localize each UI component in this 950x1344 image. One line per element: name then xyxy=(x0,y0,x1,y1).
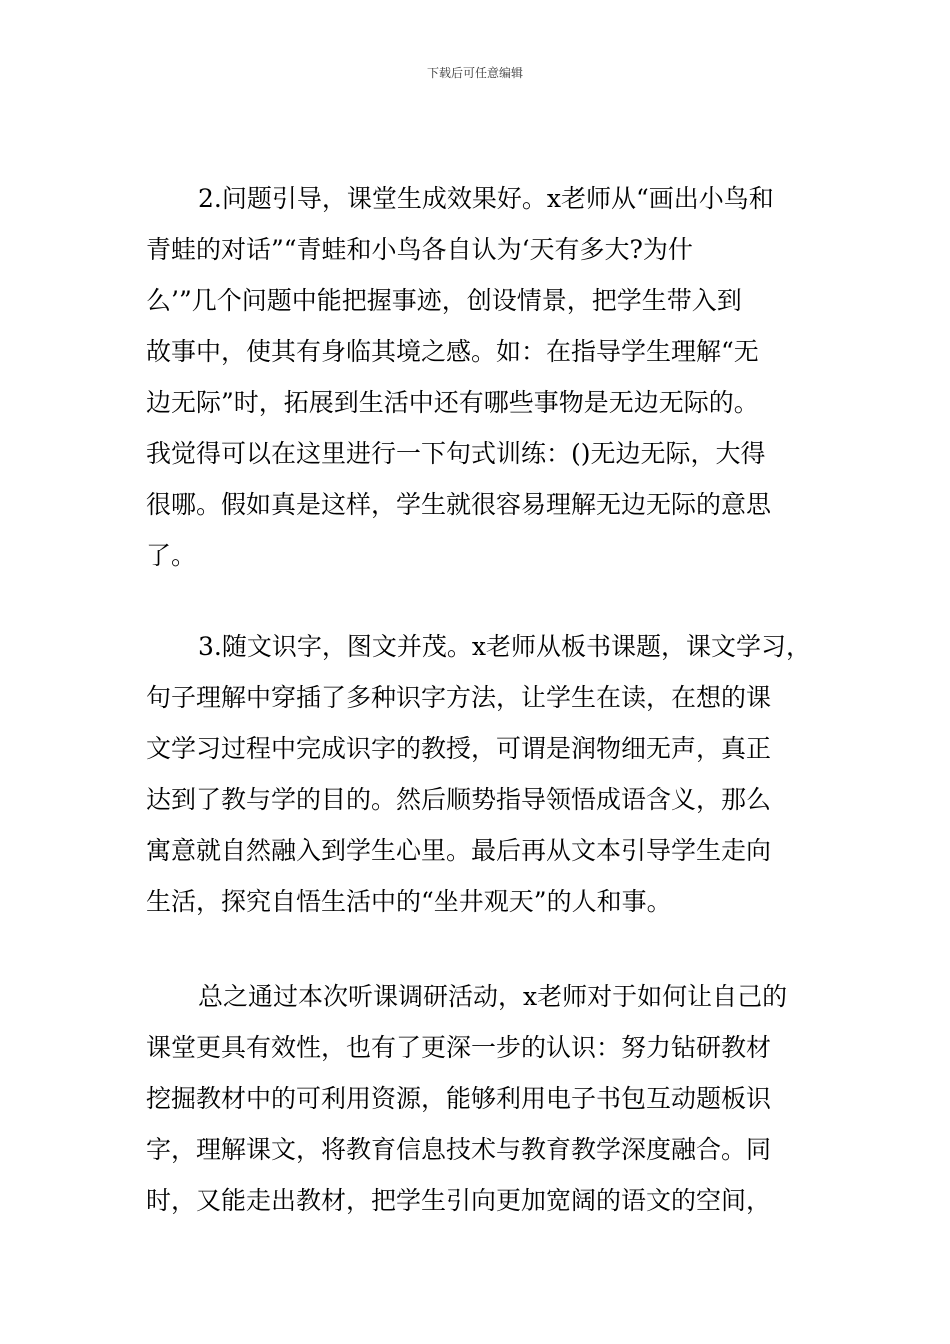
text-line: 我觉得可以在这里进行一下句式训练：()无边无际，大得 xyxy=(146,439,766,468)
page-header: 下载后可任意编辑 xyxy=(426,66,523,80)
text-line: 2.问题引导，课堂生成效果好。x老师从“画出小鸟和 xyxy=(198,184,774,213)
text-line: 句子理解中穿插了多种识字方法，让学生在读，在想的课 xyxy=(146,683,772,712)
text-line: 寓意就自然融入到学生心里。最后再从文本引导学生走向 xyxy=(146,836,772,865)
text-line: 生活，探究自悟生活中的“坐井观天”的人和事。 xyxy=(146,887,672,916)
text-line: 3.随文识字，图文并茂。x老师从板书课题，课文学习， xyxy=(198,632,811,661)
text-line: 总之通过本次听课调研活动，x老师对于如何让自己的 xyxy=(198,982,788,1011)
text-line: 达到了教与学的目的。然后顺势指导领悟成语含义，那么 xyxy=(146,785,772,814)
text-line: 青蛙的对话”“青蛙和小鸟各自认为‘天有多大?为什 xyxy=(146,235,693,264)
paragraph-summary xyxy=(146,971,814,1226)
text-line: 字，理解课文，将教育信息技术与教育教学深度融合。同 xyxy=(146,1135,772,1164)
text-line: 挖掘教材中的可利用资源，能够利用电子书包互动题板识 xyxy=(146,1084,772,1113)
text-line: 故事中，使其有身临其境之感。如：在指导学生理解“无 xyxy=(146,337,759,366)
paragraph-question-guidance xyxy=(146,173,814,581)
text-line: 课堂更具有效性，也有了更深一步的认识：努力钻研教材 xyxy=(146,1033,772,1062)
text-line: 时，又能走出教材，把学生引向更加宽阔的语文的空间， xyxy=(146,1186,772,1215)
text-line: 么’”几个问题中能把握事迹，创设情景，把学生带入到 xyxy=(146,286,742,315)
text-line: 了。 xyxy=(146,541,197,570)
text-line: 边无际”时，拓展到生活中还有哪些事物是无边无际的。 xyxy=(146,388,759,417)
text-line: 很哪。假如真是这样，学生就很容易理解无边无际的意思 xyxy=(146,490,772,519)
text-line: 文学习过程中完成识字的教授，可谓是润物细无声，真正 xyxy=(146,734,772,763)
paragraph-literacy xyxy=(146,621,814,927)
